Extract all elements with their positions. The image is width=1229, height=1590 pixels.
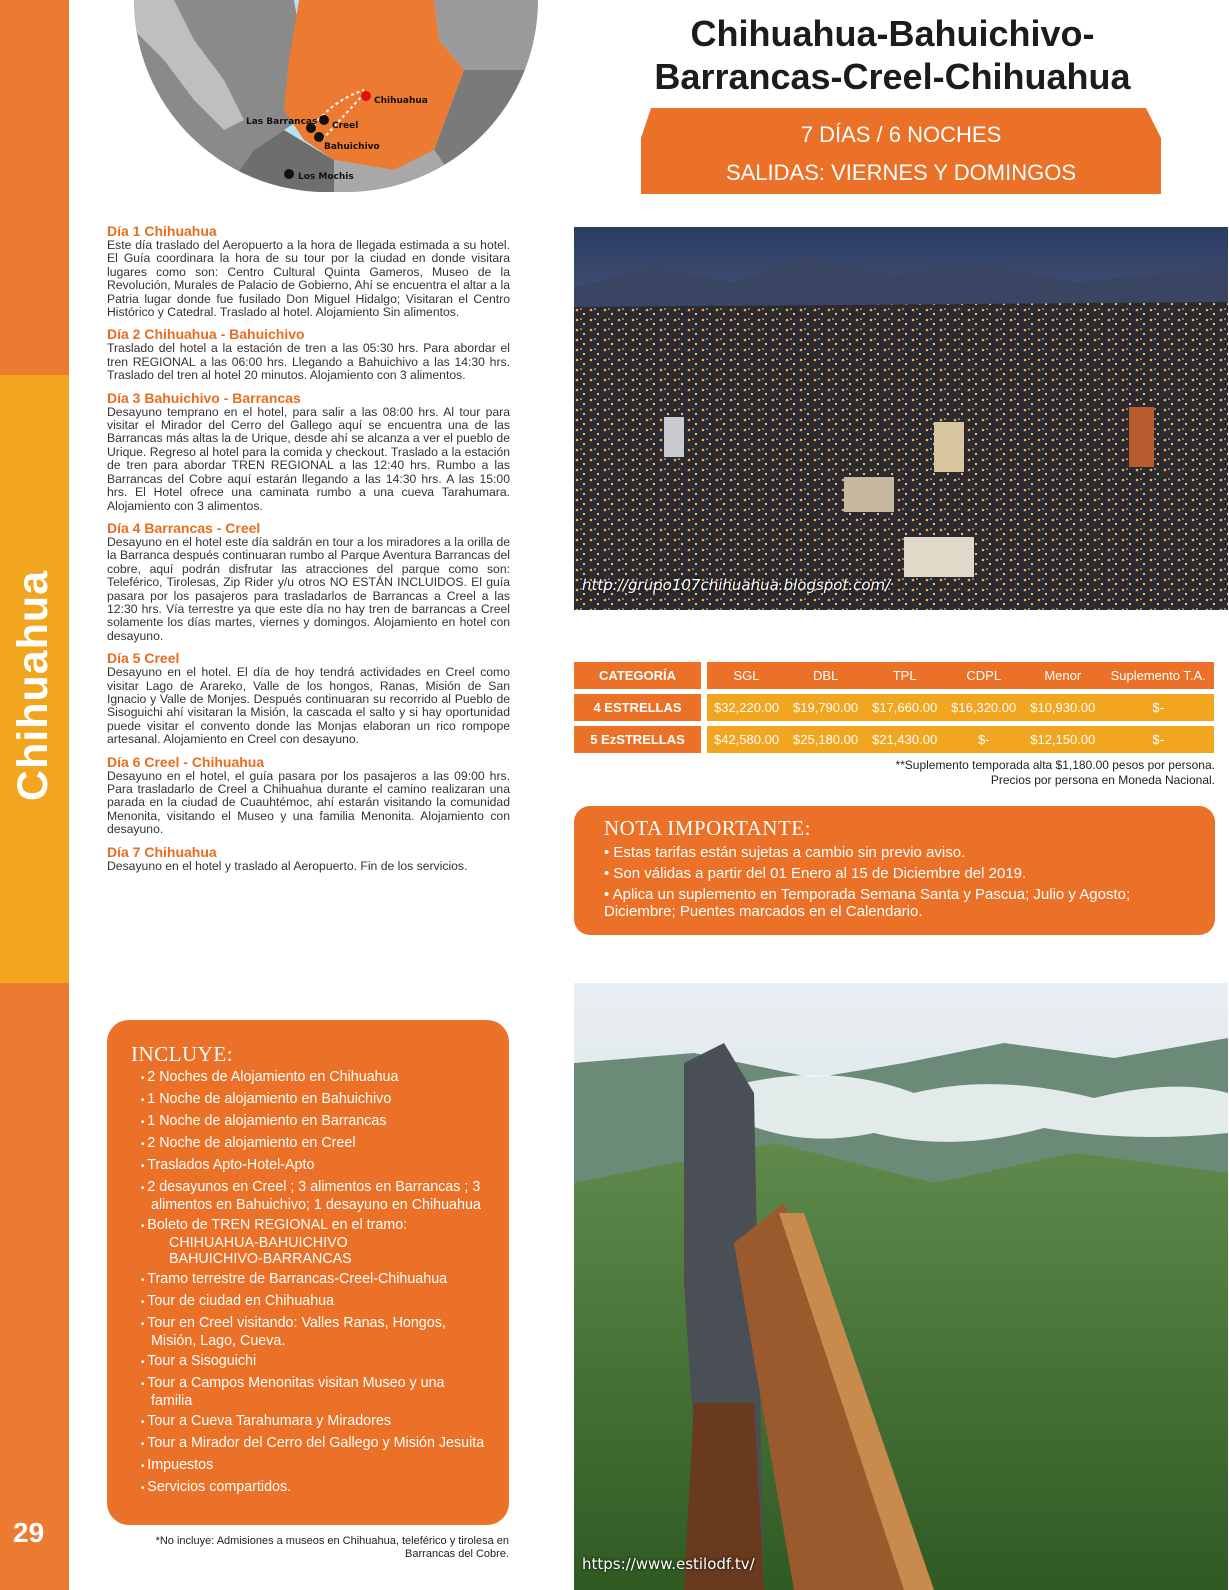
price-cell: $19,790.00	[786, 694, 865, 721]
train-ticket-label: Boleto de TREN REGIONAL en el tramo:	[147, 1217, 408, 1233]
day-title: Día 4 Barrancas - Creel	[107, 519, 261, 536]
itinerary-day	[107, 651, 510, 746]
header-cell: DBL	[786, 662, 865, 689]
map-label-chihuahua: Chihuahua	[374, 96, 428, 106]
duration-banner	[641, 108, 1161, 194]
list-item: • 2 desayunos en Creel ; 3 alimentos en Barrancas ; 3 alimentos en Bahuichivo; 1 desayuno en Chihuahua	[131, 1179, 489, 1213]
route-map	[134, 0, 538, 192]
price-cell: $17,660.00	[865, 694, 944, 721]
table-row	[574, 726, 1214, 753]
photo-credit-train: https://www.estilodf.tv/	[582, 1555, 755, 1573]
price-cell: $-	[1102, 726, 1214, 753]
list-item: • Tour de ciudad en Chihuahua	[131, 1293, 489, 1311]
list-item: • Tour en Creel visitando: Valles Ranas, Hongos, Misión, Lago, Cueva.	[131, 1315, 489, 1349]
list-item: • 2 Noche de alojamiento en Creel	[131, 1135, 489, 1153]
price-notes	[600, 758, 1215, 788]
note-item: • Estas tarifas están sujetas a cambio sin previo aviso.	[604, 844, 966, 861]
price-cell: $-	[1102, 694, 1214, 721]
list-item: • Tramo terrestre de Barrancas-Creel-Chihuahua	[131, 1271, 489, 1289]
list-item: • Tour a Campos Menonitas visitan Museo y una familia	[131, 1375, 489, 1409]
list-item: • Impuestos	[131, 1457, 489, 1475]
itinerary-day	[107, 391, 510, 513]
header-cell: Menor	[1023, 662, 1102, 689]
note-item: • Son válidas a partir del 01 Enero al 15 de Diciembre del 2019.	[604, 865, 1027, 882]
table-header-row	[574, 662, 1214, 689]
day-text: Desayuno en el hotel este día saldrán en tour a los miradores a la orilla de la Barranca después continuaran rumbo al Parque Aventura Barrancas del cobre, aquí podrán disfrutar las atracciones del parque como son: Teleférico, Tirolesas, Zip Rider y/u otros NO ESTÁN INCLUIDOS. El guía pasara por los pasajeros para trasladarlos de Barrancas a Creel a las 12:30 hrs. Vía terrestre ya que este día no hay tren de barrancas a Creel solamente los días martes, viernes y domingos. Alojamiento en hotel con desayuno.	[107, 534, 510, 643]
map-label-las-barrancas: Las Barrancas	[246, 117, 318, 127]
price-cell: $12,150.00	[1023, 726, 1102, 753]
includes-list	[131, 1069, 489, 1497]
currency-note: Precios por persona en Moneda Nacional.	[990, 773, 1215, 787]
day-text: Desayuno en el hotel, el guía pasara por los pasajeros a las 09:00 hrs. Para trasladarlo de Creel a Chihuahua durante el camino realizaran una parada en la ciudad de Cuauhtémoc, ahí estarán visitando la comunidad Menonita, visitando el Museo y una familia Menonita. Alojamiento con desayuno.	[107, 768, 510, 837]
header-cell: CATEGORÍA	[574, 662, 701, 689]
side-section-label: Chihuahua	[9, 569, 58, 801]
high-season-note: **Suplemento temporada alta $1,180.00 pesos por persona.	[895, 758, 1215, 772]
list-item: • Traslados Apto-Hotel-Apto	[131, 1157, 489, 1175]
header-cell: CDPL	[944, 662, 1023, 689]
includes-box	[107, 1020, 509, 1525]
departures-text: SALIDAS: VIERNES Y DOMINGOS	[725, 160, 1077, 185]
day-title: Día 7 Chihuahua	[107, 843, 217, 860]
itinerary-day	[107, 327, 510, 382]
day-title: Día 3 Bahuichivo - Barrancas	[107, 389, 301, 406]
day-title: Día 2 Chihuahua - Bahuichivo	[107, 326, 305, 343]
category-cell: 5 EzSTRELLAS	[574, 726, 701, 753]
header-cell: Suplemento T.A.	[1102, 662, 1214, 689]
list-item: • 2 Noches de Alojamiento en Chihuahua	[131, 1069, 489, 1087]
itinerary-day	[107, 224, 510, 319]
page-title	[600, 12, 1185, 98]
price-table	[574, 657, 1214, 758]
day-text: Desayuno en el hotel y traslado al Aeropuerto. Fin de los servicios.	[107, 858, 468, 873]
list-item: • Tour a Cueva Tarahumara y Miradores	[131, 1413, 489, 1431]
train-leg-2: BAHUICHIVO-BARRANCAS	[169, 1251, 352, 1267]
list-item: • Servicios compartidos.	[131, 1479, 489, 1497]
map-label-creel: Creel	[332, 121, 359, 131]
list-item: • Tour a Mirador del Cerro del Gallego y Misión Jesuita	[131, 1435, 489, 1453]
itinerary-day	[107, 755, 510, 837]
itinerary-day	[107, 521, 510, 643]
itinerary-day	[107, 845, 510, 873]
includes-title: INCLUYE:	[131, 1042, 233, 1066]
price-cell: $10,930.00	[1023, 694, 1102, 721]
not-included-note: *No incluye: Admisiones a museos en Chihuahua, teleférico y tirolesa en Barrancas del Cobre.	[155, 1535, 509, 1560]
price-cell: $-	[944, 726, 1023, 753]
title-line-2: Barrancas-Creel-Chihuahua	[654, 56, 1131, 97]
list-item: • Tour a Sisoguichi	[131, 1353, 489, 1371]
title-line-1: Chihuahua-Bahuichivo-	[690, 13, 1095, 54]
side-bar-top	[0, 0, 69, 375]
price-cell: $25,180.00	[786, 726, 865, 753]
city-night-photo	[574, 227, 1228, 610]
day-text: Desayuno temprano en el hotel, para salir a las 08:00 hrs. Al tour para visitar el Mirador del Cerro del Gallego aquí se encuentra una de las Barrancas más altas la de Urique, desde ahí se alcanza a ver el pueblo de Urique. Regreso al hotel para la comida y checkout. Traslado a la estación de tren para abordar TREN REGIONAL a las 12:40 hrs. Rumbo a las Barrancas del Cobre aquí estarán llegando a las 14:30 hrs. A las 15:00 hrs. El Hotel ofrece una caminata rumbo a una cueva Tarahumara. Alojamiento con 3 alimentos.	[107, 404, 510, 513]
price-cell: $16,320.00	[944, 694, 1023, 721]
train-canyon-photo	[574, 983, 1228, 1590]
price-cell: $32,220.00	[707, 694, 786, 721]
photo-credit-city: http://grupo107chihuahua.blogspot.com/	[582, 576, 891, 594]
table-row	[574, 694, 1214, 721]
important-note-title: NOTA IMPORTANTE:	[604, 816, 811, 840]
day-title: Día 6 Creel - Chihuahua	[107, 753, 265, 770]
note-item: • Aplica un suplemento en Temporada Semana Santa y Pascua; Julio y Agosto; Diciembre; Puentes marcados en el Calendario.	[604, 886, 1131, 920]
header-cell: TPL	[865, 662, 944, 689]
list-item: • 1 Noche de alojamiento en Barrancas	[131, 1113, 489, 1131]
list-item: • 1 Noche de alojamiento en Bahuichivo	[131, 1091, 489, 1109]
map-label-los-mochis: Los Mochis	[298, 172, 354, 182]
price-cell: $21,430.00	[865, 726, 944, 753]
day-text: Desayuno en el hotel. El día de hoy tendrá actividades en Creel como visitar Lago de Arareko, Valle de los hongos, Ranas, Misión de San Ignacio y Valle de Monjes. Después continuaran su recorrido al Pueblo de Sisoguichi ahí visitaran la Misión, la cascada el salto y si hay oportunidad puede visitar el convento donde las Monjas elaboran un rico rompope artesanal. Alojamiento en Creel con desayuno.	[107, 665, 510, 747]
page-number: 29	[13, 1517, 45, 1548]
day-text: Traslado del hotel a la estación de tren a las 05:30 hrs. Para abordar el tren REGIONAL a las 06:00 hrs. Llegando a Bahuichivo a las 14:30 hrs. Traslado del tren al hotel 20 minutos. Alojamiento con 3 alimentos.	[107, 341, 510, 383]
day-title: Día 1 Chihuahua	[107, 223, 217, 239]
list-item	[131, 1217, 489, 1267]
price-cell: $42,580.00	[707, 726, 786, 753]
itinerary	[107, 224, 510, 881]
day-title: Día 5 Creel	[107, 650, 180, 667]
map-label-bahuichivo: Bahuichivo	[324, 142, 380, 152]
important-note-box	[574, 806, 1215, 935]
side-bar-bottom	[0, 983, 69, 1590]
category-cell: 4 ESTRELLAS	[574, 694, 701, 721]
duration-text: 7 DÍAS / 6 NOCHES	[800, 122, 1002, 147]
day-text: Este día traslado del Aeropuerto a la hora de llegada estimada a su hotel. El Guía coordinara la hora de su tour por la ciudad en donde visitara lugares como son: Centro Cultural Quinta Gameros, Museo de la Revolución, Murales de Palacio de Gobierno, Ahí se encuentra el altar a la Patria lugar donde fue fusilado Don Miguel Hidalgo; Visitaran el Centro Histórico y Catedral. Traslado al hotel. Alojamiento Sin alimentos.	[107, 238, 510, 320]
header-cell: SGL	[707, 662, 786, 689]
train-leg-1: CHIHUAHUA-BAHUICHIVO	[169, 1235, 348, 1251]
